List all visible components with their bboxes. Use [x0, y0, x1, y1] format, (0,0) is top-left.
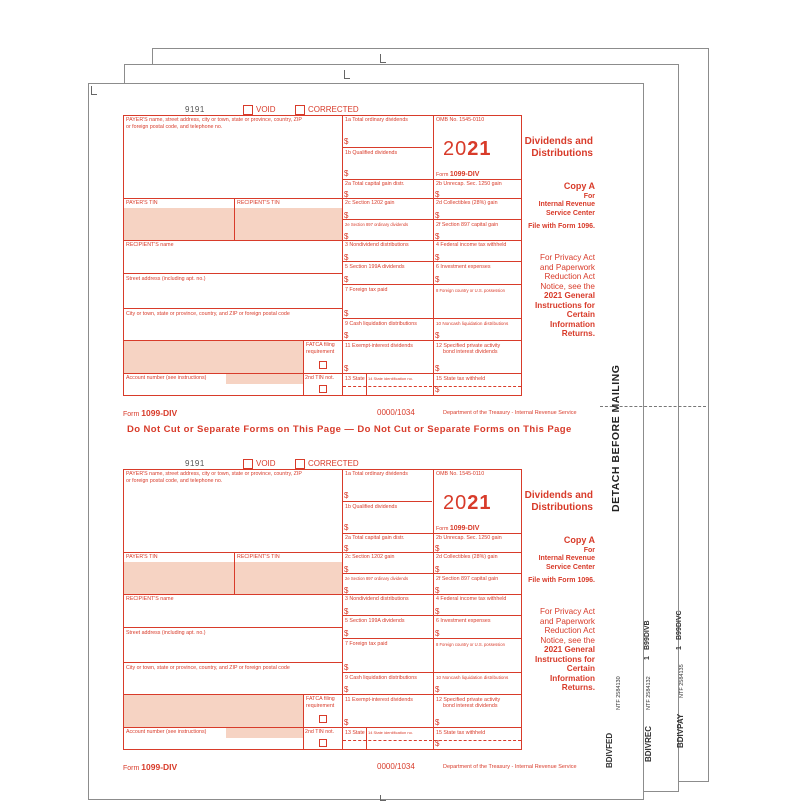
dollar-sign: $ — [344, 523, 349, 532]
form-name-label — [436, 526, 479, 532]
divider — [342, 340, 522, 341]
dept-label: Department of the Treasury - Internal Revenue Service — [443, 410, 577, 416]
box-7-label: 7 Foreign tax paid — [345, 287, 388, 293]
divider — [342, 533, 522, 534]
copy-info — [503, 536, 595, 586]
box-2e-label: 2e Section 897 ordinary dividends — [345, 222, 409, 227]
spine-ntf-3: NTF 2584135 — [679, 664, 685, 698]
form-name: 1099-DIV — [449, 525, 480, 532]
dollar-sign: $ — [435, 275, 440, 284]
spine-part-3: B99DIVC — [676, 610, 683, 640]
footer-form — [123, 762, 177, 772]
box-6-label: 6 Investment expenses — [436, 618, 491, 624]
payer-label: PAYER'S name, street address, city or town, state or province, country, ZIP — [126, 117, 302, 123]
city-label: City or town, state or province, country, and ZIP or foreign postal code — [126, 665, 290, 671]
privacy-line: Certain — [566, 310, 595, 319]
for-label: For — [583, 192, 595, 200]
dollar-sign: $ — [435, 685, 440, 694]
divider — [123, 273, 342, 274]
year-prefix: 20 — [443, 492, 468, 514]
dollar-sign: $ — [435, 565, 440, 574]
title-line-2: Distributions — [531, 502, 593, 513]
omb-number: OMB No. 1545-0110 — [436, 471, 485, 477]
divider — [342, 115, 343, 396]
divider — [342, 469, 343, 750]
dollar-sign: $ — [344, 607, 349, 616]
recipient-name-label: RECIPIENT'S name — [126, 596, 174, 602]
box-12-label: 12 Specified private activity — [436, 343, 501, 349]
cat-number: 0000/1034 — [377, 762, 415, 771]
divider — [342, 694, 522, 695]
divider — [123, 662, 342, 663]
dollar-sign: $ — [435, 364, 440, 373]
privacy-notice — [503, 253, 595, 339]
divider — [123, 308, 342, 309]
dollar-sign: $ — [344, 364, 349, 373]
box-2d-label: 2d Collectibles (28%) gain — [436, 554, 498, 560]
box-14-label: 14 State identification no. — [368, 730, 413, 735]
payer-label: PAYER'S name, street address, city or town, state or province, country, ZIP — [126, 471, 302, 477]
divider — [303, 694, 304, 750]
divider — [366, 373, 367, 396]
privacy-line: Returns. — [561, 329, 595, 338]
form-name-label — [436, 172, 479, 178]
dollar-sign: $ — [344, 309, 349, 318]
year-suffix: 21 — [467, 138, 492, 160]
box-7-label: 7 Foreign tax paid — [345, 641, 388, 647]
recipient-tin-label: RECIPIENT'S TIN — [237, 554, 280, 560]
box-12-label-2: bond interest dividends — [443, 349, 498, 355]
privacy-line: Certain — [566, 664, 595, 673]
tin-not-label: 2nd TIN not. — [305, 375, 335, 381]
spine-ntf-1: NTF 2584130 — [616, 676, 622, 710]
privacy-line: For Privacy Act — [539, 607, 595, 616]
box-4-label: 4 Federal income tax withheld — [436, 242, 507, 248]
corrected-label: CORRECTED — [308, 105, 359, 114]
box-14-label: 14 State identification no. — [368, 376, 413, 381]
omb-number: OMB No. 1545-0110 — [436, 117, 485, 123]
box-9-label: 9 Cash liquidation distributions — [345, 321, 417, 327]
dollar-sign: $ — [344, 232, 349, 241]
dollar-sign: $ — [344, 586, 349, 595]
spine-count-3: 1 — [676, 646, 683, 650]
file-with-label: File with Form 1096. — [528, 577, 595, 584]
tin-not-checkbox[interactable] — [319, 739, 327, 747]
box-2b-label: 2b Unrecap. Sec. 1250 gain — [436, 181, 502, 187]
dollar-sign: $ — [344, 629, 349, 638]
recipient-tin-field[interactable] — [235, 562, 342, 594]
form-title — [503, 136, 593, 160]
dollar-sign: $ — [344, 663, 349, 672]
copy-label: Copy A — [563, 535, 595, 545]
payer-label-2: or foreign postal code, and telephone no. — [126, 124, 223, 130]
spine-code-1: BDIVFED — [605, 732, 614, 768]
privacy-line: Returns. — [561, 683, 595, 692]
for-label: For — [583, 546, 595, 554]
box-15-label: 15 State tax withheld — [436, 376, 486, 382]
spine-count-2: 1 — [644, 656, 651, 660]
detach-label: DETACH BEFORE MAILING — [610, 364, 622, 512]
box-10-label: 10 Noncash liquidation distributions — [436, 321, 509, 326]
spine-part-2: B99DIVB — [644, 620, 651, 650]
recipient-tin-label: RECIPIENT'S TIN — [237, 200, 280, 206]
box-2a-label: 2a Total capital gain distr. — [345, 535, 405, 541]
dollar-sign: $ — [344, 169, 349, 178]
footer-form — [123, 408, 177, 418]
privacy-line: 2021 General — [544, 645, 595, 654]
privacy-line: Notice, see the — [540, 281, 595, 291]
year-prefix: 20 — [443, 138, 468, 160]
corner-tick — [380, 795, 386, 801]
privacy-line: and Paperwork — [539, 616, 595, 626]
dollar-sign: $ — [435, 385, 440, 394]
box-2e-label: 2e Section 897 ordinary dividends — [345, 576, 409, 581]
copy-info — [503, 182, 595, 232]
divider — [342, 594, 522, 595]
privacy-line: 2021 General — [544, 291, 595, 300]
corrected-checkbox[interactable] — [295, 459, 305, 469]
divider — [342, 284, 522, 285]
box-13-label: 13 State — [345, 376, 365, 382]
dollar-sign: $ — [435, 586, 440, 595]
corner-tick — [91, 86, 97, 95]
irs-line-2: Service Center — [545, 209, 595, 217]
box-11-label: 11 Exempt-interest dividends — [345, 697, 413, 703]
account-label: Account number (see instructions) — [126, 375, 207, 381]
form-prefix: Form — [123, 411, 140, 418]
payer-label-2: or foreign postal code, and telephone no. — [126, 478, 223, 484]
title-line-1: Dividends and — [524, 490, 593, 501]
cat-number: 0000/1034 — [377, 408, 415, 417]
account-field[interactable] — [226, 728, 303, 738]
box-2c-label: 2c Section 1202 gain — [345, 200, 395, 206]
divider — [123, 240, 342, 241]
fatca-label: FATCA filing — [306, 342, 335, 348]
box-8-label: 8 Foreign country or U.S. possession — [436, 642, 505, 647]
divider — [342, 318, 522, 319]
privacy-line: Notice, see the — [540, 635, 595, 645]
dollar-sign: $ — [435, 253, 440, 262]
divider — [342, 552, 522, 553]
recipient-name-label: RECIPIENT'S name — [126, 242, 174, 248]
shaded-field — [124, 341, 303, 373]
dollar-sign: $ — [435, 211, 440, 220]
dollar-sign: $ — [435, 718, 440, 727]
box-9-label: 9 Cash liquidation distributions — [345, 675, 417, 681]
box-15-label: 15 State tax withheld — [436, 730, 486, 736]
dashed-line — [434, 740, 521, 741]
tin-not-checkbox[interactable] — [319, 385, 327, 393]
divider — [123, 552, 342, 553]
spine-ntf-2: NTF 2584132 — [646, 676, 652, 710]
divider — [342, 147, 432, 148]
dashed-line — [343, 386, 432, 387]
void-label: VOID — [256, 105, 276, 114]
form-code: 9191 — [185, 459, 205, 468]
divider — [342, 615, 522, 616]
privacy-line: For Privacy Act — [539, 253, 595, 262]
void-checkbox[interactable] — [243, 459, 253, 469]
payer-tin-label: PAYER'S TIN — [126, 200, 158, 206]
corner-tick — [380, 54, 386, 63]
form-prefix: Form — [123, 765, 140, 772]
tax-year — [443, 492, 492, 515]
box-2b-label: 2b Unrecap. Sec. 1250 gain — [436, 535, 502, 541]
fatca-checkbox[interactable] — [319, 361, 327, 369]
dollar-sign: $ — [344, 544, 349, 553]
divider — [342, 219, 522, 220]
dollar-sign: $ — [435, 232, 440, 241]
dashed-line — [434, 386, 521, 387]
divider — [342, 638, 522, 639]
divider — [342, 261, 522, 262]
dollar-sign: $ — [344, 211, 349, 220]
dollar-sign: $ — [344, 331, 349, 340]
city-label: City or town, state or province, country, and ZIP or foreign postal code — [126, 311, 290, 317]
box-2f-label: 2f Section 897 capital gain — [436, 222, 499, 228]
divider — [342, 373, 522, 374]
title-line-1: Dividends and — [524, 136, 593, 147]
box-1b-label: 1b Qualified dividends — [345, 504, 398, 510]
title-line-2: Distributions — [531, 148, 593, 159]
dollar-sign: $ — [435, 629, 440, 638]
corner-tick — [344, 70, 350, 79]
form-name: 1099-DIV — [141, 408, 178, 418]
spine-code-2: BDIVREC — [644, 725, 653, 762]
street-label: Street address (including apt. no.) — [126, 630, 206, 636]
divider — [342, 727, 522, 728]
divider — [433, 115, 434, 396]
file-with-label: File with Form 1096. — [528, 223, 595, 230]
box-1a-label: 1a Total ordinary dividends — [345, 471, 408, 477]
box-2a-label: 2a Total capital gain distr. — [345, 181, 405, 187]
box-1a-label: 1a Total ordinary dividends — [345, 117, 408, 123]
irs-line-1: Internal Revenue — [538, 201, 595, 208]
divider — [123, 198, 342, 199]
form-code: 9191 — [185, 105, 205, 114]
form-prefix: Form — [436, 172, 449, 178]
payer-tin-field[interactable] — [124, 562, 234, 594]
dollar-sign: $ — [435, 190, 440, 199]
box-1b-label: 1b Qualified dividends — [345, 150, 398, 156]
spine-code-3: BDIVPAY — [676, 713, 685, 748]
divider — [342, 179, 522, 180]
corrected-label: CORRECTED — [308, 459, 359, 468]
fatca-label-2: requirement — [306, 703, 335, 709]
box-3-label: 3 Nondividend distributions — [345, 242, 409, 248]
box-4-label: 4 Federal income tax withheld — [436, 596, 507, 602]
box-11-label: 11 Exempt-interest dividends — [345, 343, 413, 349]
divider — [366, 727, 367, 750]
form-name: 1099-DIV — [141, 762, 178, 772]
irs-line-2: Service Center — [545, 563, 595, 571]
do-not-cut-banner: Do Not Cut or Separate Forms on This Page — Do Not Cut or Separate Forms on This Page — [127, 424, 572, 435]
privacy-line: Information — [549, 319, 595, 329]
divider — [123, 627, 342, 628]
divider — [123, 594, 342, 595]
divider — [342, 501, 432, 502]
privacy-notice — [503, 607, 595, 693]
payer-tin-label: PAYER'S TIN — [126, 554, 158, 560]
divider — [342, 573, 522, 574]
payer-tin-field[interactable] — [124, 208, 234, 240]
box-2c-label: 2c Section 1202 gain — [345, 554, 395, 560]
dollar-sign: $ — [344, 685, 349, 694]
divider — [433, 469, 434, 750]
dollar-sign: $ — [344, 253, 349, 262]
form-1099-div-bottom — [123, 457, 595, 772]
dollar-sign: $ — [435, 739, 440, 748]
void-checkbox[interactable] — [243, 105, 253, 115]
shaded-field — [124, 695, 303, 727]
copy-label: Copy A — [563, 181, 595, 191]
box-8-label: 8 Foreign country or U.S. possession — [436, 288, 505, 293]
dollar-sign: $ — [344, 718, 349, 727]
divider — [342, 672, 522, 673]
box-6-label: 6 Investment expenses — [436, 264, 491, 270]
fatca-label-2: requirement — [306, 349, 335, 355]
dollar-sign: $ — [344, 190, 349, 199]
form-title — [503, 490, 593, 514]
box-12-label-2: bond interest dividends — [443, 703, 498, 709]
box-10-label: 10 Noncash liquidation distributions — [436, 675, 509, 680]
form-1099-div-top — [123, 103, 595, 418]
fatca-label: FATCA filing — [306, 696, 335, 702]
account-label: Account number (see instructions) — [126, 729, 207, 735]
box-12-label: 12 Specified private activity — [436, 697, 501, 703]
dollar-sign: $ — [344, 275, 349, 284]
fatca-checkbox[interactable] — [319, 715, 327, 723]
street-label: Street address (including apt. no.) — [126, 276, 206, 282]
privacy-line: Instructions for — [534, 300, 595, 310]
privacy-line: Reduction Act — [544, 626, 595, 635]
dollar-sign: $ — [344, 491, 349, 500]
privacy-line: Information — [549, 673, 595, 683]
divider — [342, 198, 522, 199]
corrected-checkbox[interactable] — [295, 105, 305, 115]
dashed-line — [343, 740, 432, 741]
divider — [303, 340, 304, 396]
tax-year — [443, 138, 492, 161]
dollar-sign: $ — [435, 544, 440, 553]
dollar-sign: $ — [344, 137, 349, 146]
box-5-label: 5 Section 199A dividends — [345, 618, 405, 624]
tin-not-label: 2nd TIN not. — [305, 729, 335, 735]
privacy-line: Instructions for — [534, 654, 595, 664]
form-prefix: Form — [436, 526, 449, 532]
box-2f-label: 2f Section 897 capital gain — [436, 576, 499, 582]
dollar-sign: $ — [344, 565, 349, 574]
dollar-sign: $ — [435, 607, 440, 616]
recipient-tin-field[interactable] — [235, 208, 342, 240]
box-13-label: 13 State — [345, 730, 365, 736]
void-label: VOID — [256, 459, 276, 468]
year-suffix: 21 — [467, 492, 492, 514]
box-3-label: 3 Nondividend distributions — [345, 596, 409, 602]
box-5-label: 5 Section 199A dividends — [345, 264, 405, 270]
dollar-sign: $ — [435, 331, 440, 340]
dept-label: Department of the Treasury - Internal Revenue Service — [443, 764, 577, 770]
privacy-line: and Paperwork — [539, 262, 595, 272]
box-2d-label: 2d Collectibles (28%) gain — [436, 200, 498, 206]
account-field[interactable] — [226, 374, 303, 384]
divider — [342, 240, 522, 241]
form-name: 1099-DIV — [449, 171, 480, 178]
irs-line-1: Internal Revenue — [538, 555, 595, 562]
privacy-line: Reduction Act — [544, 272, 595, 281]
